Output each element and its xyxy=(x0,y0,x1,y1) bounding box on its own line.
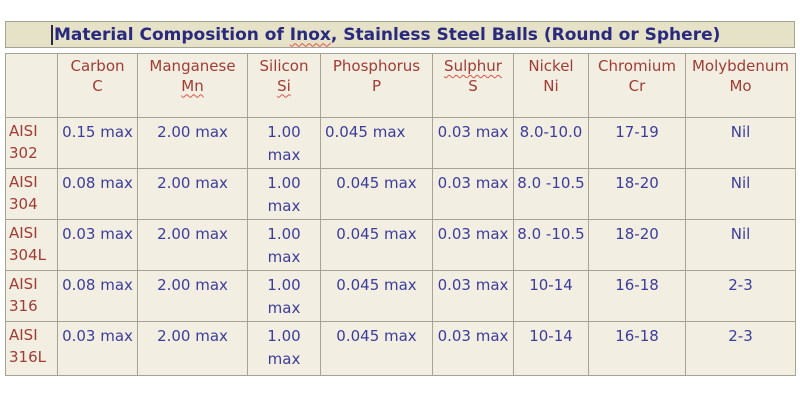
row-aisi-316 xyxy=(6,271,796,322)
row-grade: AISI xyxy=(9,173,38,191)
composition-table xyxy=(5,53,796,376)
cell-manganese: 2.00 max xyxy=(138,220,248,271)
col-header-carbon xyxy=(58,54,138,118)
cell-carbon: 0.08 max xyxy=(58,169,138,220)
cell-sulphur: 0.03 max xyxy=(433,220,514,271)
column-symbol: Cr xyxy=(628,76,646,95)
title-bar[interactable] xyxy=(5,21,795,48)
row-grade: AISI xyxy=(9,122,38,140)
col-header-chromium xyxy=(589,54,686,118)
corner-cell xyxy=(6,54,58,118)
cell-molybdenum: Nil xyxy=(686,169,796,220)
row-label xyxy=(6,220,58,271)
cell-chromium: 18-20 xyxy=(589,220,686,271)
column-symbol: Si xyxy=(277,76,291,95)
cell-carbon: 0.03 max xyxy=(58,322,138,376)
title-prefix: Material Composition of xyxy=(54,24,290,45)
header-row xyxy=(6,54,796,118)
page-title xyxy=(54,25,720,45)
cell-nickel: 10-14 xyxy=(514,271,589,322)
row-aisi-304l xyxy=(6,220,796,271)
row-label xyxy=(6,271,58,322)
cell-silicon: 1.00 max xyxy=(248,118,321,169)
col-header-sulphur xyxy=(433,54,514,118)
cell-sulphur: 0.03 max xyxy=(433,118,514,169)
cell-nickel: 8.0 -10.5 xyxy=(514,169,589,220)
col-header-nickel xyxy=(514,54,589,118)
row-code: 316 xyxy=(9,296,38,315)
row-code: 304L xyxy=(9,245,46,264)
cell-molybdenum: Nil xyxy=(686,220,796,271)
title-misspelled-word: Inox xyxy=(289,24,331,45)
column-symbol: C xyxy=(92,76,103,95)
column-name: Sulphur xyxy=(444,57,502,75)
cell-sulphur: 0.03 max xyxy=(433,271,514,322)
row-code: 304 xyxy=(9,194,38,213)
column-symbol: Mn xyxy=(181,76,204,95)
column-symbol: S xyxy=(468,76,478,95)
text-cursor xyxy=(51,25,53,45)
cell-sulphur: 0.03 max xyxy=(433,169,514,220)
row-code: 302 xyxy=(9,143,38,162)
row-aisi-302 xyxy=(6,118,796,169)
cell-silicon: 1.00 max xyxy=(248,322,321,376)
cell-nickel: 10-14 xyxy=(514,322,589,376)
cell-molybdenum: 2-3 xyxy=(686,322,796,376)
cell-phosphorus: 0.045 max xyxy=(321,118,433,169)
row-grade: AISI xyxy=(9,224,38,242)
column-symbol: P xyxy=(371,76,382,95)
column-symbol: Ni xyxy=(543,76,559,95)
cell-silicon: 1.00 max xyxy=(248,169,321,220)
column-name: Phosphorus xyxy=(332,57,421,75)
column-name: Molybdenum xyxy=(691,57,790,75)
column-symbol: Mo xyxy=(729,76,752,95)
row-label xyxy=(6,118,58,169)
cell-chromium: 16-18 xyxy=(589,271,686,322)
cell-phosphorus: 0.045 max xyxy=(321,271,433,322)
row-label xyxy=(6,322,58,376)
cell-manganese: 2.00 max xyxy=(138,271,248,322)
cell-silicon: 1.00 max xyxy=(248,220,321,271)
slide xyxy=(5,21,795,376)
cell-chromium: 18-20 xyxy=(589,169,686,220)
col-header-manganese xyxy=(138,54,248,118)
cell-nickel: 8.0 -10.5 xyxy=(514,220,589,271)
row-code: 316L xyxy=(9,347,46,366)
column-name: Chromium xyxy=(598,57,676,75)
cell-phosphorus: 0.045 max xyxy=(321,220,433,271)
col-header-molybdenum xyxy=(686,54,796,118)
cell-carbon: 0.03 max xyxy=(58,220,138,271)
cell-carbon: 0.15 max xyxy=(58,118,138,169)
cell-molybdenum: 2-3 xyxy=(686,271,796,322)
cell-molybdenum: Nil xyxy=(686,118,796,169)
cell-chromium: 17-19 xyxy=(589,118,686,169)
column-name: Silicon xyxy=(259,57,309,75)
cell-manganese: 2.00 max xyxy=(138,169,248,220)
row-aisi-304 xyxy=(6,169,796,220)
column-name: Nickel xyxy=(528,57,574,75)
cell-sulphur: 0.03 max xyxy=(433,322,514,376)
cell-carbon: 0.08 max xyxy=(58,271,138,322)
cell-silicon: 1.00 max xyxy=(248,271,321,322)
row-label xyxy=(6,169,58,220)
cell-nickel: 8.0-10.0 xyxy=(514,118,589,169)
column-name: Carbon xyxy=(70,57,125,75)
row-aisi-316l xyxy=(6,322,796,376)
column-name: Manganese xyxy=(149,57,236,75)
cell-phosphorus: 0.045 max xyxy=(321,322,433,376)
cell-manganese: 2.00 max xyxy=(138,322,248,376)
row-grade: AISI xyxy=(9,275,38,293)
row-grade: AISI xyxy=(9,326,38,344)
cell-manganese: 2.00 max xyxy=(138,118,248,169)
col-header-silicon xyxy=(248,54,321,118)
cell-chromium: 16-18 xyxy=(589,322,686,376)
cell-phosphorus: 0.045 max xyxy=(321,169,433,220)
title-suffix: , Stainless Steel Balls (Round or Sphere) xyxy=(330,24,721,45)
col-header-phosphorus xyxy=(321,54,433,118)
